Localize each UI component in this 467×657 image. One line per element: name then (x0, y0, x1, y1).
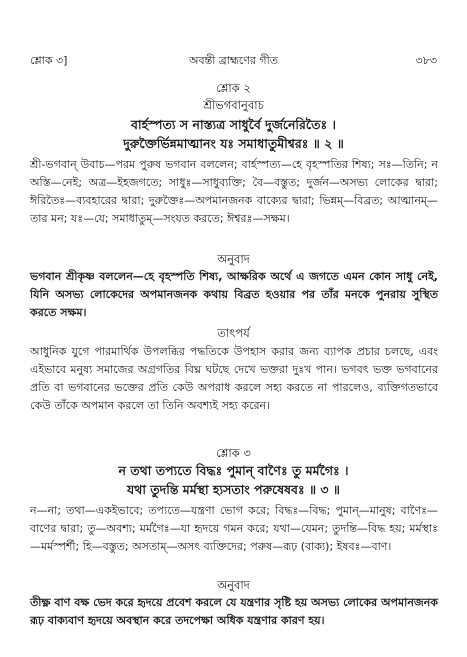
running-header (30, 52, 437, 68)
header-chapter-title: অবন্তী ব্রাহ্মণের গীত (188, 54, 279, 67)
verse-3-line-2: যথা তুদন্তি মর্মস্থা হ্যসতাং পরুষেষবঃ ॥ ৩ ॥ (127, 482, 340, 497)
verse-3-translation: তীক্ষ্ণ বাণ বক্ষ ভেদ করে হৃদয়ে প্রবেশ করলে যে যন্ত্রণার সৃষ্টি হয় অসভ্য লোকের অপমানজনক রূঢ় বাক্যবাণ হৃদয়ে অবস্থান করে তদপেক্ষা অধিক যন্ত্রণার কারণ হয়। (30, 596, 438, 627)
verse-3-line-1: ন তথা তপ্যতে বিদ্ধঃ পুমান্ বাণৈঃ তু মর্মগৈঃ । (118, 463, 349, 478)
verse-3-heading: শ্লোক ৩ (216, 446, 251, 460)
verse-2-synonyms: শ্রী-ভগবান্ উবাচ—পরম পুরুষ ভগবান বললেন; বার্হস্পত্য—হে বৃহস্পতির শিষ্য; সঃ—তিনি; ন অস্তি—নেই; অত্র—ইহজগতে; সাধুঃ—সাধুব্যক্তি; বৈ—বস্তুত; দুর্জন—অসভ্য লোকের দ্বারা; ঈরিতৈঃ—ব্যবহারের দ্বারা; দুরুক্তৈঃ—অপমানজনক বাক্যের দ্বারা; ভিন্নম্—বিব্রত; আত্মানম্—তার মন; যঃ—যে; সমাধাতুম্—সংযত করতে; ঈশ্বরঃ—সক্ষম। (30, 158, 438, 225)
header-verse-ref: শ্লোক ৩] (30, 54, 68, 67)
verse-2-heading: শ্লোক ২ (216, 81, 251, 95)
page-number: ৩৮৩ (415, 54, 437, 67)
verse-2-line-1: বার্হস্পত্য স নাস্ত্যত্র সাধুর্বৈ দুর্জনেরিতৈঃ । (131, 117, 336, 132)
verse-2-translation-heading: অনুবাদ (217, 252, 250, 266)
verse-2-translation: ভগবান শ্রীকৃষ্ণ বললেন—হে বৃহস্পতি শিষ্য, আক্ষরিক অর্থে এ জগতে এমন কোন সাধু নেই, যিনি অসভ্য লোকেদের অপমানজনক কথায় বিব্রত হওয়ার পর তাঁর মনকে পুনরায় সুস্থিত করতে সক্ষম। (30, 270, 438, 319)
verse-2-purport-heading: তাৎপর্য (217, 326, 250, 340)
verse-2-purport: আধুনিক যুগে পারমার্থিক উপলব্ধির পদ্ধতিকে উপহাস করার জন্য ব্যাপক প্রচার চলছে, এবং এইভাবে মনুষ্য সমাজের অগ্রগতির বিঘ্ন ঘটছে দেখে ভক্তরা দুঃখ পান। ভগবৎ ভক্ত ভগবানের প্রতি বা ভগবানের ভক্তের প্রতি কেউ অপরাধ করলে সহ্য করতে না পারলেও, ব্যক্তিগতভাবে কেউ তাঁকে অপমান করলে তা তিনি অবশ্যই সহ্য করেন। (30, 345, 438, 412)
verse-2-speaker: শ্রীভগবানুবাচ (203, 98, 264, 112)
verse-2-line-2: দুরুক্তৈর্ভিন্নমাত্মানং যঃ সমাধাতুমীশ্বরঃ ॥ ২ ॥ (123, 136, 344, 151)
verse-3-translation-heading: অনুবাদ (217, 578, 250, 592)
verse-3-synonyms: ন—না; তথা—একইভাবে; তপ্যতে—যন্ত্রণা ভোগ করে; বিদ্ধঃ—বিদ্ধ; পুমান্—মানুষ; বাণৈঃ—বাণের দ্বারা; তু—অবশ্য; মর্মগৈঃ—যা হৃদয়ে গমন করে; যথা—যেমন; তুদন্তি—বিদ্ধ হয়; মর্মস্থাঃ—মর্মস্পর্শী; হি—বস্তুত; অসতাম্—অসৎ ব্যক্তিদের; পরুষ—রূঢ় (বাক্য); ইষবঃ—বাণ। (30, 504, 438, 553)
